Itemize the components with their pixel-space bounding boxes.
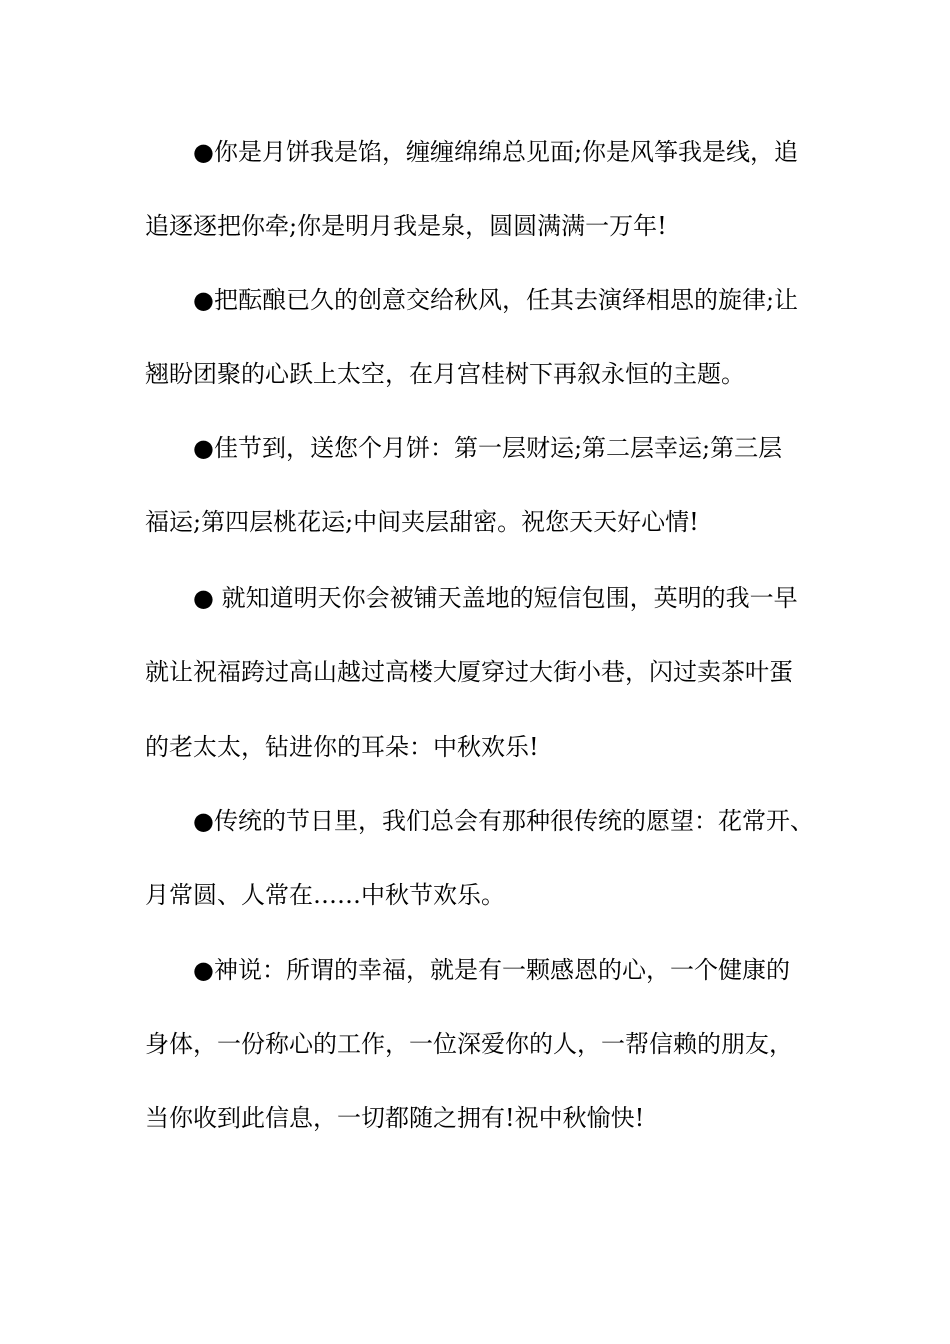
paragraph-4-line-2: 就让祝福跨过高山越过高楼大厦穿过大街小巷，闪过卖茶叶蛋 xyxy=(145,658,793,686)
paragraph-3-line-2: 福运;第四层桃花运;中间夹层甜密。祝您天天好心情! xyxy=(145,508,699,536)
paragraph-2-line-2: 翘盼团聚的心跃上太空，在月宫桂树下再叙永恒的主题。 xyxy=(145,360,745,388)
paragraph-4-line-3: 的老太太，钻进你的耳朵：中秋欢乐! xyxy=(145,733,539,761)
paragraph-2-line-1: ●把酝酿已久的创意交给秋风，任其去演绎相思的旋律;让 xyxy=(193,286,799,314)
paragraph-6-line-1: ●神说：所谓的幸福，就是有一颗感恩的心，一个健康的 xyxy=(193,956,790,984)
paragraph-5-line-2: 月常圆、人常在……中秋节欢乐。 xyxy=(145,881,505,909)
paragraph-4-line-1: ● 就知道明天你会被铺天盖地的短信包围，英明的我一早 xyxy=(193,584,798,612)
paragraph-6-line-2: 身体，一份称心的工作，一位深爱你的人，一帮信赖的朋友， xyxy=(145,1030,793,1058)
paragraph-5-line-1: ●传统的节日里，我们总会有那种很传统的愿望：花常开、 xyxy=(193,807,814,835)
paragraph-3-line-1: ●佳节到，送您个月饼：第一层财运;第二层幸运;第三层 xyxy=(193,434,783,462)
paragraph-6-line-3: 当你收到此信息，一切都随之拥有!祝中秋愉快! xyxy=(145,1104,645,1132)
paragraph-1-line-2: 追逐逐把你牵;你是明月我是泉，圆圆满满一万年! xyxy=(145,212,667,240)
paragraph-1-line-1: ●你是月饼我是馅，缠缠绵绵总见面;你是风筝我是线，追 xyxy=(193,138,799,166)
